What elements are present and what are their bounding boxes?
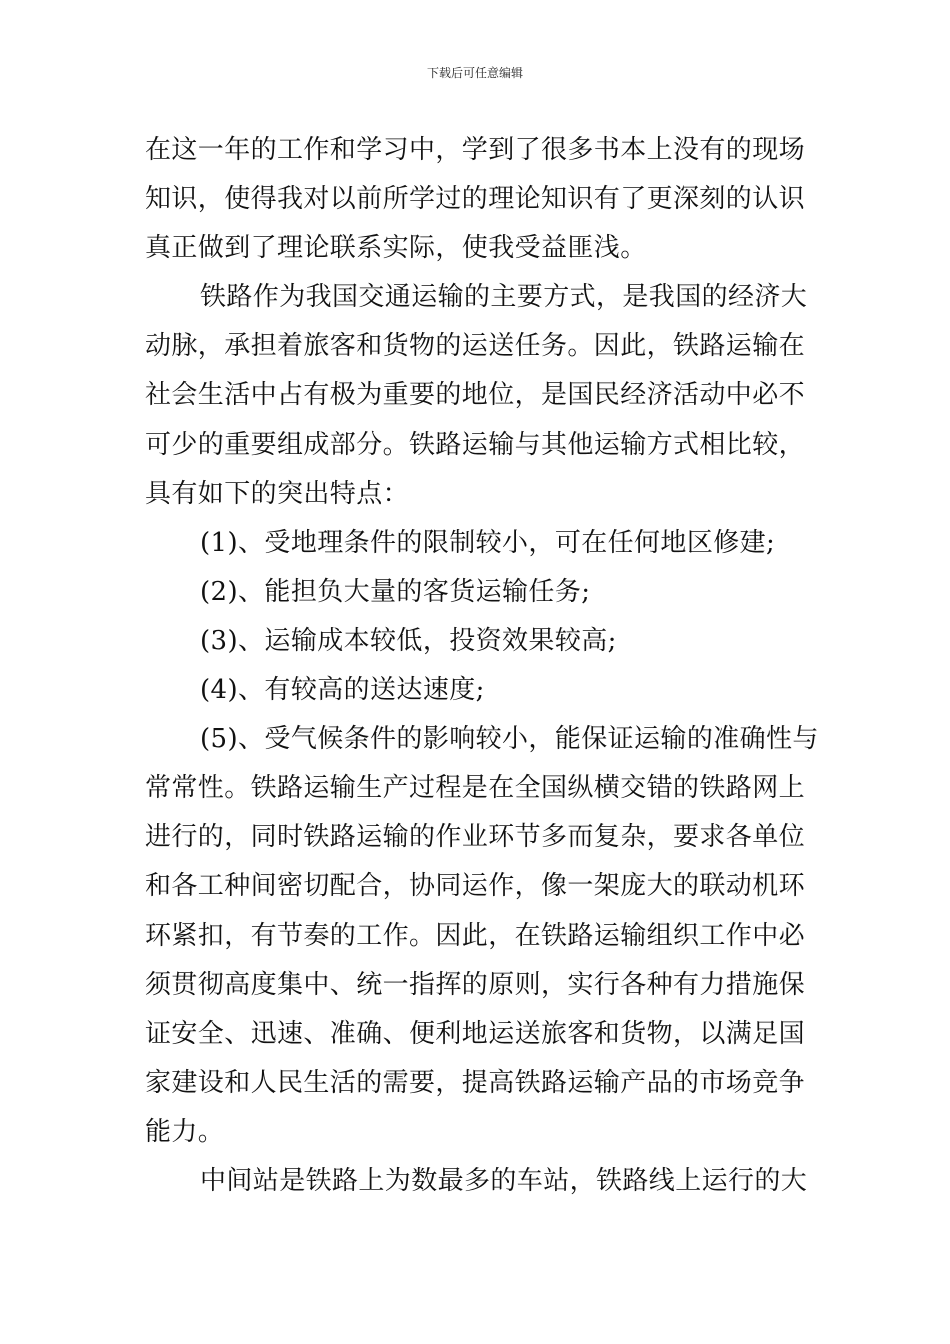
text-line: 真正做到了理论联系实际，使我受益匪浅。	[145, 233, 647, 264]
list-item: (1)、受地理条件的限制较小，可在任何地区修建;	[200, 527, 776, 558]
text-line: 家建设和人民生活的需要，提高铁路运输产品的市场竞争	[145, 1067, 806, 1098]
text-line: 证安全、迅速、准确、便利地运送旅客和货物，以满足国	[145, 1018, 806, 1049]
text-line: 和各工种间密切配合，协同运作，像一架庞大的联动机环	[145, 871, 806, 902]
text-line: 在这一年的工作和学习中，学到了很多书本上没有的现场	[145, 135, 806, 165]
list-item: (2)、能担负大量的客货运输任务;	[200, 576, 591, 607]
text-line: 常常性。铁路运输生产过程是在全国纵横交错的铁路网上	[145, 773, 806, 804]
page-header: 下载后可任意编辑	[426, 66, 523, 80]
list-item: (4)、有较高的送达速度;	[200, 675, 485, 706]
text-line: 社会生活中占有极为重要的地位，是国民经济活动中必不	[145, 380, 806, 411]
text-line: 须贯彻高度集中、统一指挥的原则，实行各种有力措施保	[145, 969, 806, 1000]
list-item: (5)、受气候条件的影响较小，能保证运输的准确性与	[200, 724, 819, 755]
paragraph-first-line: 铁路作为我国交通运输的主要方式，是我国的经济大	[200, 282, 808, 313]
text-line: 具有如下的突出特点：	[145, 478, 410, 509]
text-line: 知识，使得我对以前所学过的理论知识有了更深刻的认识	[145, 184, 806, 215]
text-line: 可少的重要组成部分。铁路运输与其他运输方式相比较，	[145, 429, 806, 460]
paragraph-first-line: 中间站是铁路上为数最多的车站，铁路线上运行的大	[200, 1165, 808, 1196]
list-item: (3)、运输成本较低，投资效果较高;	[200, 625, 617, 656]
document-body	[145, 126, 819, 1206]
text-line: 进行的，同时铁路运输的作业环节多而复杂，要求各单位	[145, 822, 806, 853]
text-line: 环紧扣，有节奏的工作。因此，在铁路运输组织工作中必	[145, 920, 806, 951]
text-line: 动脉，承担着旅客和货物的运送任务。因此，铁路运输在	[145, 331, 806, 362]
text-line: 能力。	[145, 1116, 225, 1147]
